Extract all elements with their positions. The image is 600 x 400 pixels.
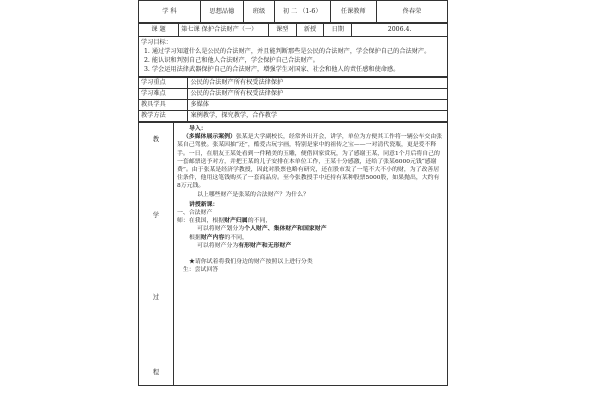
intro-heading: 导入： bbox=[189, 125, 207, 132]
student-line: 生：尝试回答 bbox=[182, 267, 219, 274]
date-label: 日期 bbox=[324, 24, 352, 37]
topic-label: 课 题 bbox=[139, 24, 179, 37]
case-text: 张某是大学副校长，经常外出开会，讲学，单位为方便其工作将一辆公车交由张某自己驾驶。张某因抽“还”，酷爱古玩字画，特别是家中的祖传之宝——一对清代瓷瓶，更是爱不释手。一日，在朋友王某处看到一件精美的玉雕，便借回家赏玩，为了感谢王某，同意1个月后将自己的一套邮票送予对方，并把王某的儿子安排在本单位工作，王某十分感激，还给了张某6000元钱“感谢费”。由于张某是经济学教授，因此对股票也略有研究，还在股市发了一笔不大不小的财，为了改善居住条件，他用这笔钱购买了一套商品房。至今张教授手中还持有某种股票5000股，如果抛出，大约有8万元钱。 bbox=[177, 134, 443, 190]
owner-bold: 财产归属 bbox=[224, 217, 248, 225]
teaching-process bbox=[139, 123, 447, 385]
topic-value: 第七课 保护合法财产（一） bbox=[179, 24, 269, 37]
class-label: 班级 bbox=[244, 1, 275, 23]
subject-label: 学 科 bbox=[139, 1, 201, 23]
divide2-text: 可以将财产分为 bbox=[197, 242, 239, 249]
process-table bbox=[138, 122, 448, 386]
key-point-value: 公民的合法财产所有权受法律保护 bbox=[188, 78, 448, 89]
date-value: 2006.4. bbox=[352, 24, 448, 37]
objective-item: 3. 学会运用法律武器保护自己的合法财产，增强学生对国家、社会和他人的责任感和使命感。 bbox=[144, 66, 400, 73]
objective-item: 1. 通过学习知道什么是公民的合法财产，并且能判断那些是公民的合法财产，学会保护自己的合法财产。 bbox=[144, 48, 431, 55]
tools-value: 多媒体 bbox=[188, 100, 448, 111]
difficulty-label: 学习难点 bbox=[139, 89, 188, 100]
owner-text: 师：在我国，根据 bbox=[177, 218, 225, 225]
lesson-table bbox=[138, 23, 448, 77]
objectives-cell bbox=[139, 37, 448, 77]
teacher-value: 佟春荣 bbox=[376, 1, 447, 23]
lecture-heading: 讲授新课： bbox=[189, 200, 219, 208]
case-title: （多媒体展示案例） bbox=[182, 133, 236, 141]
header-table bbox=[138, 0, 448, 23]
key-point-label: 学习重点 bbox=[139, 78, 188, 89]
method-label: 教学方法 bbox=[139, 111, 188, 122]
side-char: 学 bbox=[152, 211, 160, 219]
content-text: 根据 bbox=[189, 234, 201, 241]
objective-item: 2. 能认识和判别自己和他人合法财产，学会保护自己合法财产。 bbox=[144, 57, 319, 64]
type-label: 课型 bbox=[268, 24, 296, 37]
content-text-post: 的不同， bbox=[224, 234, 248, 241]
divide1-text: 可以将财产划分为 bbox=[197, 226, 245, 233]
method-value: 案例教学，探究教学，合作教学 bbox=[188, 111, 448, 122]
divide2-bold: 有形财产和无形财产 bbox=[238, 241, 292, 249]
lesson-plan-page bbox=[138, 0, 448, 400]
teacher-label: 任课教师 bbox=[330, 1, 376, 23]
case-question: 以上哪些财产是张某的合法财产？为什么？ bbox=[197, 191, 309, 198]
section-heading: 一、合法财产 bbox=[177, 210, 213, 217]
tools-label: 教具学具 bbox=[139, 100, 188, 111]
side-char: 教 bbox=[152, 135, 160, 143]
subject-value: 思想品德 bbox=[200, 1, 243, 23]
owner-text-post: 的不同， bbox=[247, 218, 272, 225]
side-char: 过 bbox=[152, 293, 160, 301]
difficulty-value: 公民的合法财产所有权受法律保护 bbox=[188, 89, 448, 100]
process-content bbox=[177, 125, 443, 274]
task-line: ★请你试着将我们身边的财产按照以上进行分类 bbox=[189, 259, 313, 266]
info-table bbox=[138, 77, 448, 122]
content-bold: 财产内容 bbox=[200, 233, 225, 241]
objectives-heading: 学习目标： bbox=[141, 39, 172, 46]
type-value: 新授 bbox=[296, 24, 324, 37]
divide1-bold: 个人财产、集体财产和国家财产 bbox=[244, 225, 327, 233]
side-char: 程 bbox=[152, 368, 160, 376]
process-side-label bbox=[139, 123, 174, 385]
class-value: 初 二 （1-6） bbox=[274, 1, 330, 23]
